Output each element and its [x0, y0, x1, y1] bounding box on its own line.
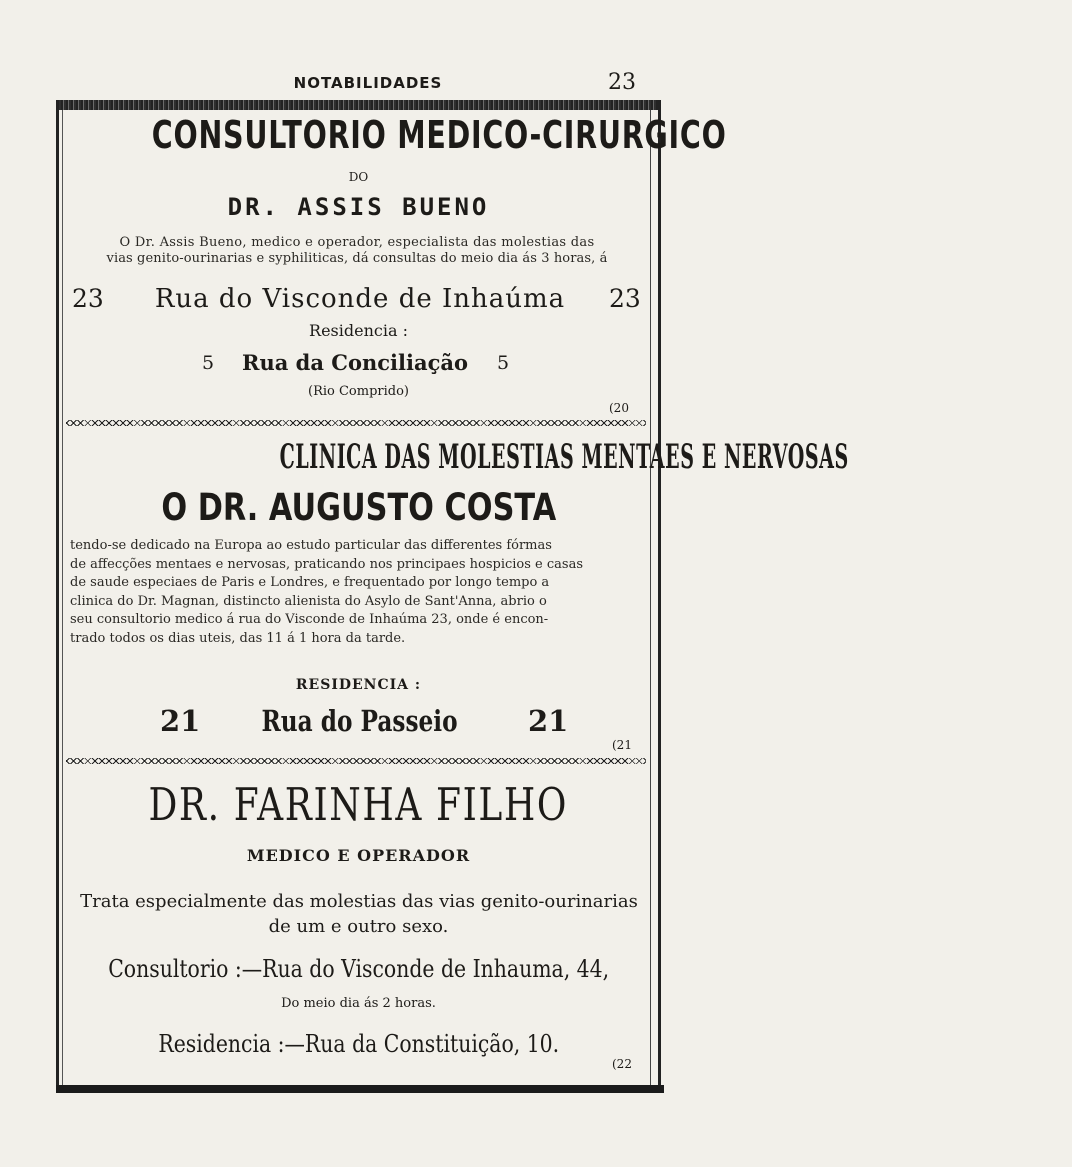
ad3-text-line1: Trata especialmente das molestias das vias genito-ourinarias	[80, 891, 638, 912]
frame-left-inner-border	[62, 110, 63, 1085]
ad1-res-num-right: 5	[497, 352, 510, 374]
ad2-num-left: 21	[160, 704, 201, 738]
ad1-num-left: 23	[72, 284, 104, 313]
ad1-res-num-left: 5	[202, 352, 215, 374]
frame-bottom-border	[56, 1085, 664, 1093]
ad1-doctor: DR. ASSIS BUENO	[227, 193, 490, 221]
ad3-hours: Do meio dia ás 2 horas.	[281, 996, 436, 1011]
ad2-num-right: 21	[528, 704, 569, 738]
ad1-res-street: Rua da Conciliação	[242, 350, 468, 375]
ad1-district: (Rio Comprido)	[308, 384, 409, 399]
ad1-street: Rua do Visconde de Inhaúma	[154, 284, 566, 314]
ad3-subtitle: MEDICO E OPERADOR	[246, 846, 471, 865]
page-number: 23	[608, 70, 636, 95]
divider-1	[66, 420, 646, 426]
ad2-line: de affecções mentaes e nervosas, praticando nos principaes hospicios e casas	[70, 556, 584, 572]
ad2-title: CLINICA DAS MOLESTIAS MENTAES E NERVOSAS	[279, 437, 849, 477]
ad1-residence-label: Residencia :	[309, 321, 408, 340]
ad3-title: DR. FARINHA FILHO	[148, 778, 569, 831]
running-title: NOTABILIDADES	[293, 74, 443, 92]
ad2-line: clinica do Dr. Magnan, distincto alienista do Asylo de Sant'Anna, abrio o	[70, 593, 547, 609]
ad1-ref: (20	[609, 401, 629, 415]
frame-top-border	[56, 100, 661, 110]
ad1-num-right: 23	[609, 284, 641, 313]
ad2-doctor: O DR. AUGUSTO COSTA	[161, 486, 556, 529]
ad2-paragraph	[70, 537, 644, 648]
frame-right-border	[658, 100, 661, 1093]
ad2-residence-label: RESIDENCIA :	[295, 677, 422, 693]
ad2-line: seu consultorio medico á rua do Visconde de Inhaúma 23, onde é encon-	[70, 612, 549, 627]
ad3-text-line2: de um e outro sexo.	[268, 916, 449, 937]
ad2-street: Rua do Passeio	[261, 704, 459, 738]
ad3-residencia: Residencia :—Rua da Constituição, 10.	[158, 1030, 559, 1058]
frame-left-border	[56, 100, 59, 1093]
ad2-line: tendo-se dedicado na Europa ao estudo particular das differentes fórmas	[70, 538, 552, 553]
ad2-ref: (21	[612, 738, 632, 752]
ad2-line: de saude especiaes de Paris e Londres, e frequentado por longo tempo a	[70, 575, 550, 590]
divider-2	[66, 758, 646, 764]
ad3-consultorio: Consultorio :—Rua do Visconde de Inhauma, 44,	[108, 955, 609, 983]
ad1-text-line1: O Dr. Assis Bueno, medico e operador, especialista das molestias das	[119, 235, 595, 250]
ad2-line: trado todos os dias uteis, das 11 á 1 hora da tarde.	[70, 630, 406, 646]
ad1-do: DO	[348, 170, 369, 184]
ad1-title: CONSULTORIO MEDICO-CIRURGICO	[151, 113, 727, 157]
ad3-ref: (22	[612, 1057, 632, 1071]
frame-right-inner-border	[650, 110, 651, 1085]
ad1-text-line2: vias genito-ourinarias e syphiliticas, dá consultas do meio dia ás 3 horas, á	[106, 251, 608, 266]
